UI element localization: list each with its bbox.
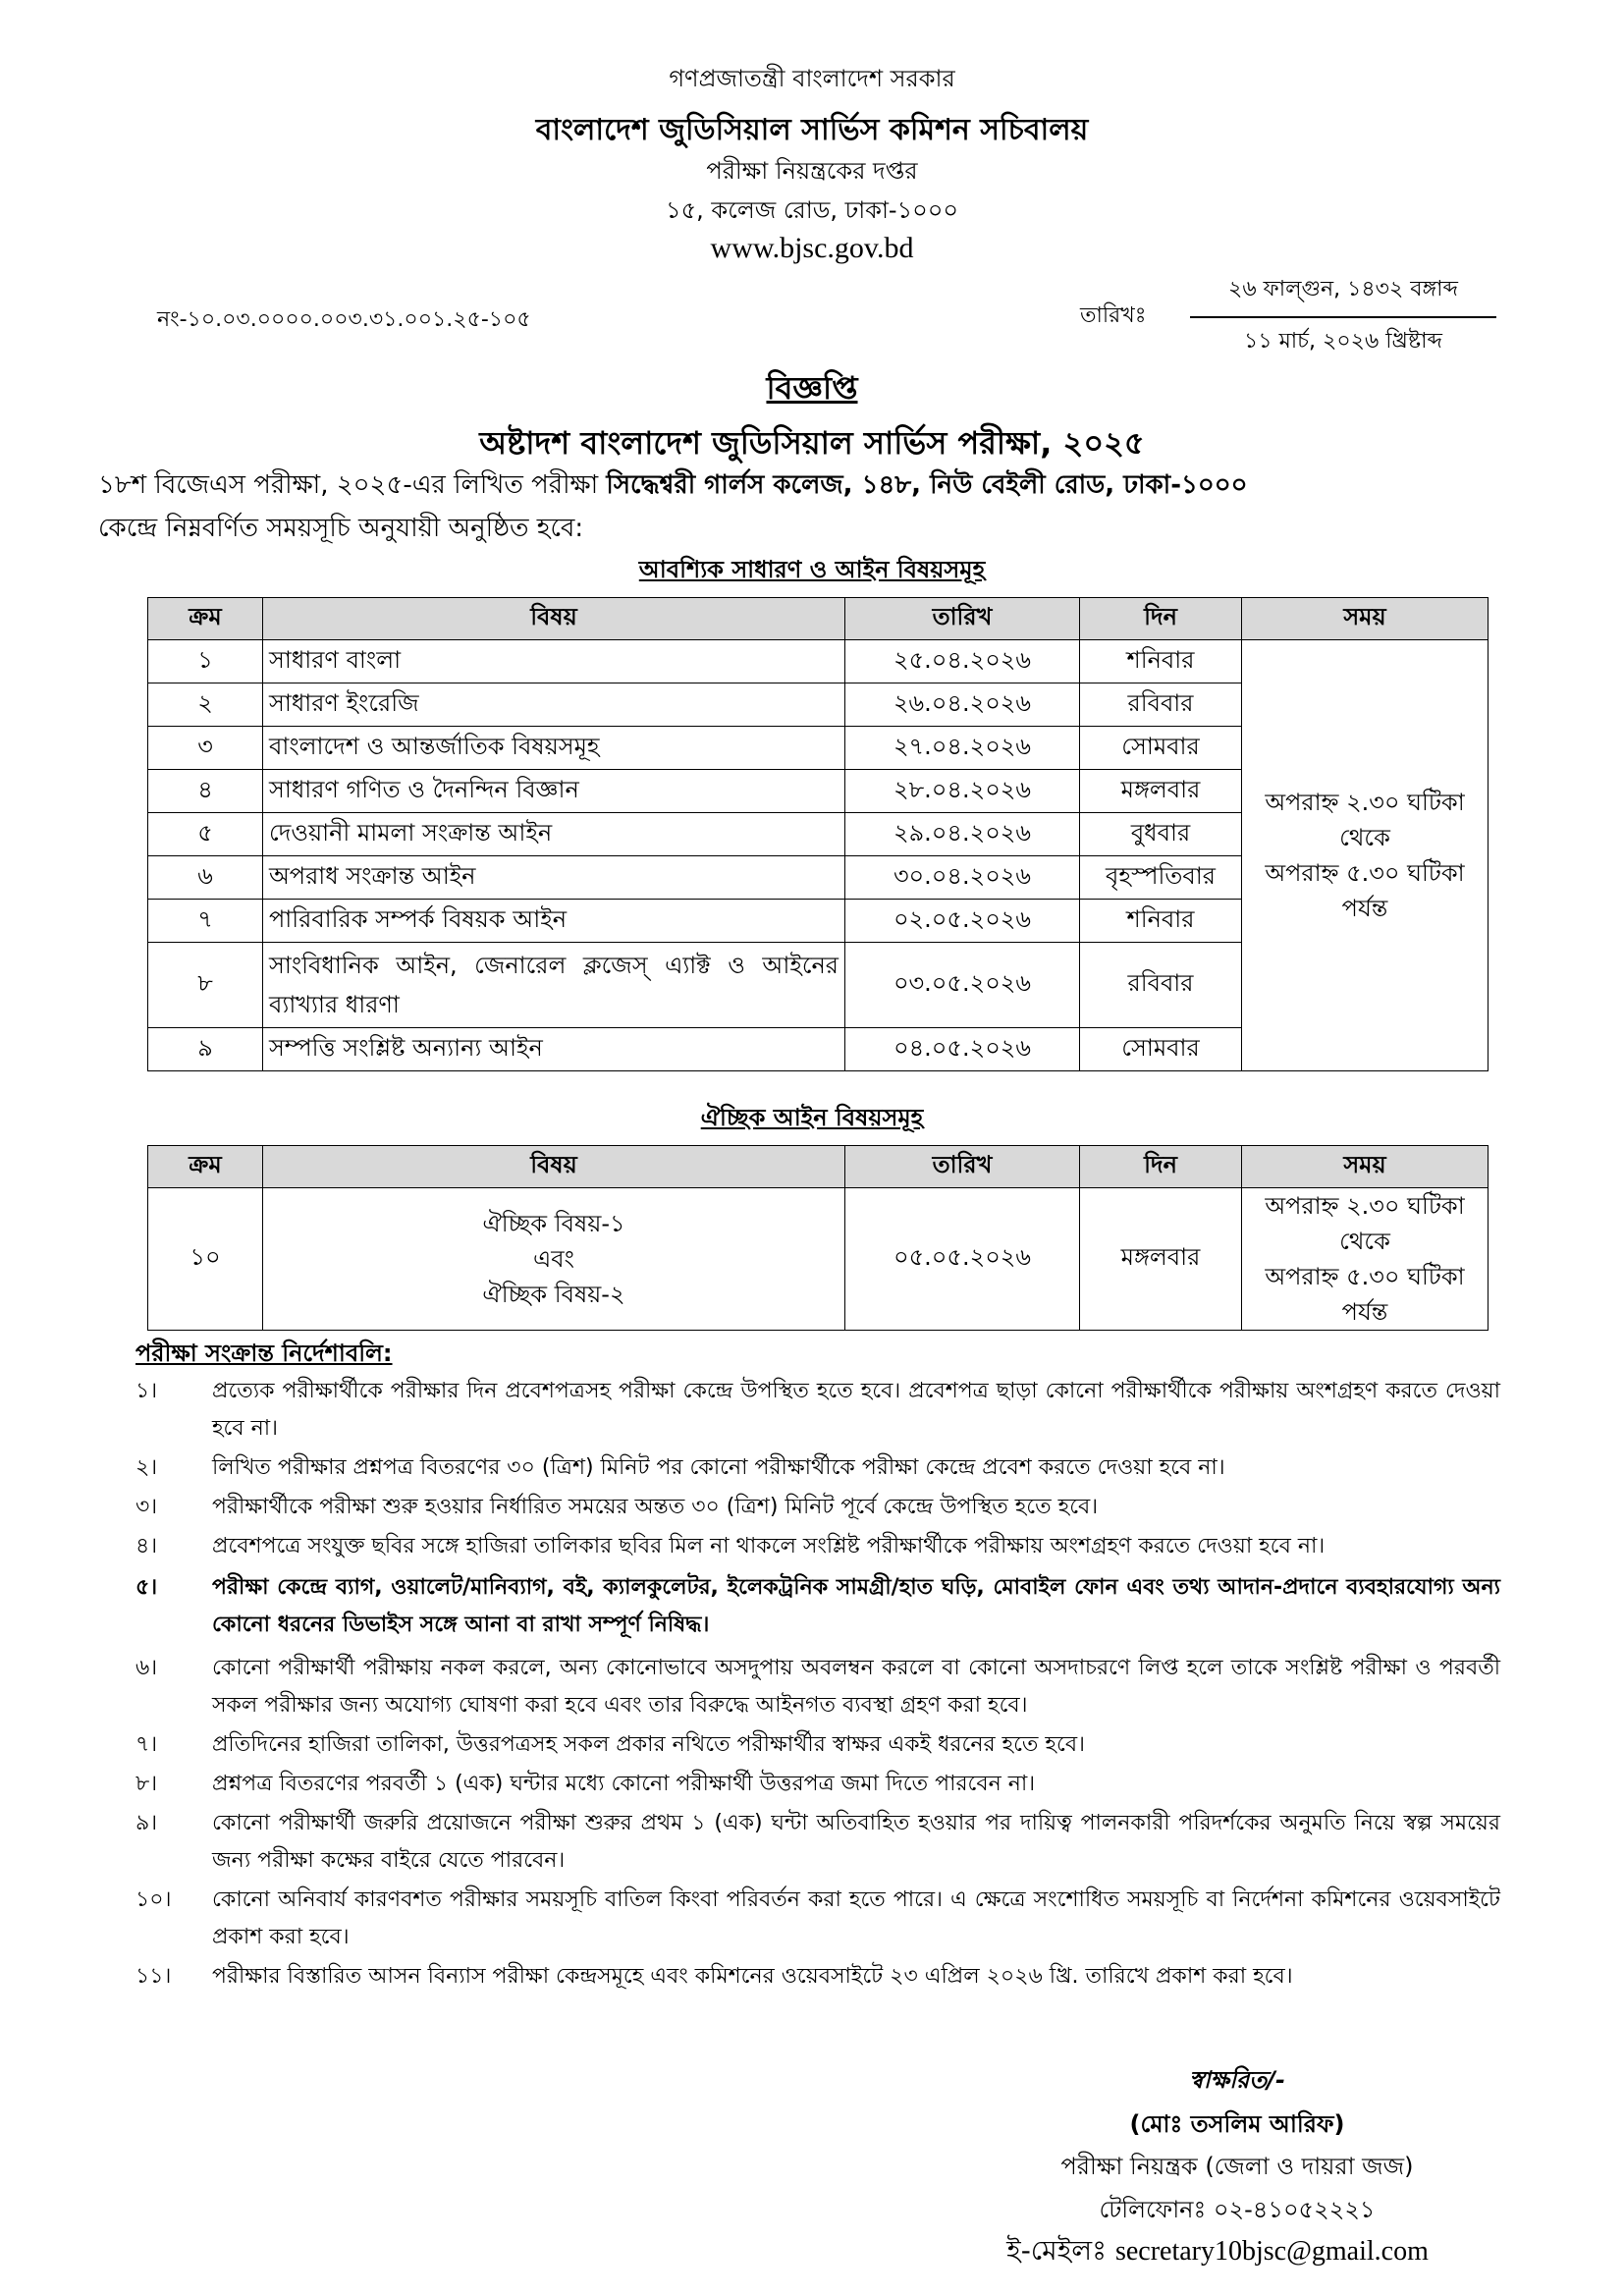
instruction-number: ৭। — [135, 1732, 158, 1757]
office-name: পরীক্ষা নিয়ন্ত্রকের দপ্তর — [706, 157, 918, 185]
website-link[interactable]: www.bjsc.gov.bd — [710, 232, 914, 264]
compulsory-section-title: আবশ্যিক সাধারণ ও আইন বিষয়সমূহ — [638, 556, 986, 583]
date-label: তারিখঃ — [1080, 303, 1147, 328]
day-cell: রবিবার — [1080, 943, 1242, 1028]
table-header-row — [148, 598, 1489, 640]
instruction-number: ৮। — [135, 1772, 158, 1796]
memo-number: নং-১০.০৩.০০০০.০০৩.৩১.০০১.২৫-১০৫ — [157, 307, 531, 332]
day-cell: মঙ্গলবার — [1080, 1188, 1242, 1331]
time-from: থেকে — [1339, 824, 1390, 851]
day-cell: বুধবার — [1080, 813, 1242, 856]
serial-cell: ৪ — [148, 770, 263, 813]
table-row — [148, 1188, 1489, 1331]
optional-subject-and: এবং — [533, 1245, 574, 1273]
date-divider — [1190, 316, 1496, 318]
intro-venue: সিদ্ধেশ্বরী গার্লস কলেজ, ১৪৮, নিউ বেইলী রোড, ঢাকা-১০০০ — [606, 470, 1248, 500]
instruction-number: ৪। — [135, 1534, 158, 1558]
instruction-number: ১০। — [135, 1887, 172, 1912]
instruction-number: ৯। — [135, 1811, 158, 1835]
time-end: অপরাহ্ন ৫.৩০ ঘটিকা পর্যন্ত — [1265, 1263, 1465, 1326]
serial-cell: ২ — [148, 683, 263, 727]
signatory-phone: টেলিফোনঃ ০২-৪১০৫২২২১ — [1099, 2196, 1376, 2223]
instruction-text: লিখিত পরীক্ষার প্রশ্নপত্র বিতরণের ৩০ (ত্রিশ) মিনিট পর কোনো পরীক্ষার্থীকে পরীক্ষা কেন্দ্রে প্রবেশ করতে দেওয়া হবে না। — [212, 1455, 1225, 1480]
serial-cell: ৭ — [148, 900, 263, 943]
optional-subject-1: ঐচ্ছিক বিষয়-১ — [482, 1210, 625, 1237]
instruction-text: কোনো পরীক্ষার্থী জরুরি প্রয়োজনে পরীক্ষা শুরুর প্রথম ১ (এক) ঘন্টা অতিবাহিত হওয়ার পর দায়িত্ব পালনকারী পরিদর্শকের অনুমতি নিয়ে স্বল্প সময়ের জন্য পরীক্ষা কক্ষের বাইরে যেতে পারবেন। — [212, 1811, 1500, 1873]
subject-cell: বাংলাদেশ ও আন্তর্জাতিক বিষয়সমূহ — [263, 727, 845, 770]
government-name: গণপ্রজাতন্ত্রী বাংলাদেশ সরকার — [669, 65, 955, 92]
email-address[interactable]: secretary10bjsc@gmail.com — [1114, 2236, 1429, 2267]
header-day: দিন — [1080, 598, 1242, 640]
subject-cell — [263, 1188, 845, 1331]
date-cell: ০৪.০৫.২০২৬ — [845, 1028, 1080, 1071]
subject-cell: পারিবারিক সম্পর্ক বিষয়ক আইন — [263, 900, 845, 943]
time-start: অপরাহ্ন ২.৩০ ঘটিকা — [1265, 1192, 1465, 1220]
instruction-text: কোনো পরীক্ষার্থী পরীক্ষায় নকল করলে, অন্য কোনোভাবে অসদুপায় অবলম্বন করলে বা কোনো অসদাচরণে লিপ্ত হলে তাকে সংশ্লিষ্ট পরীক্ষা ও পরবর্তী সকল পরীক্ষার জন্য অযোগ্য ঘোষণা করা হবে এবং তার বিরুদ্ধে আইনগত ব্যবস্থা গ্রহণ করা হবে। — [212, 1656, 1500, 1718]
compulsory-schedule-table — [147, 597, 1489, 1071]
date-cell: ০৫.০৫.২০২৬ — [845, 1188, 1080, 1331]
instruction-number: ৩। — [135, 1495, 158, 1519]
instruction-text: পরীক্ষা কেন্দ্রে ব্যাগ, ওয়ালেট/মানিব্যাগ, বই, ক্যালকুলেটর, ইলেকট্রনিক সামগ্রী/হাত ঘড়ি, মোবাইল ফোন এবং তথ্য আদান-প্রদানে ব্যবহারযোগ্য অন্য কোনো ধরনের ডিভাইস সঙ্গে আনা বা রাখা সম্পূর্ণ নিষিদ্ধ। — [212, 1575, 1500, 1637]
time-cell — [1242, 640, 1489, 1071]
serial-cell: ৯ — [148, 1028, 263, 1071]
date-cell: ২৬.০৪.২০২৬ — [845, 683, 1080, 727]
header-time: সময় — [1242, 1146, 1489, 1188]
header-subject: বিষয় — [263, 598, 845, 640]
time-cell — [1242, 1188, 1489, 1331]
time-from: থেকে — [1339, 1228, 1390, 1255]
serial-cell: ৮ — [148, 943, 263, 1028]
optional-section-title: ঐচ্ছিক আইন বিষয়সমূহ — [700, 1104, 924, 1131]
day-cell: সোমবার — [1080, 727, 1242, 770]
date-cell: ০২.০৫.২০২৬ — [845, 900, 1080, 943]
signatory-title: পরীক্ষা নিয়ন্ত্রক (জেলা ও দায়রা জজ) — [1060, 2153, 1414, 2180]
instruction-text: প্রবেশপত্রে সংযুক্ত ছবির সঙ্গে হাজিরা তালিকার ছবির মিল না থাকলে সংশ্লিষ্ট পরীক্ষার্থীকে পরীক্ষায় অংশগ্রহণ করতে দেওয়া হবে না। — [212, 1534, 1326, 1558]
day-cell: বৃহস্পতিবার — [1080, 856, 1242, 900]
date-bangla: ২৬ ফাল্গুন, ১৪৩২ বঙ্গাব্দ — [1228, 277, 1458, 301]
email-label: ই-মেইলঃ — [1006, 2234, 1115, 2267]
instruction-text: কোনো অনিবার্য কারণবশত পরীক্ষার সময়সূচি বাতিল কিংবা পরিবর্তন করা হতে পারে। এ ক্ষেত্রে সংশোধিত সময়সূচি বা নির্দেশনা কমিশনের ওয়েবসাইটে প্রকাশ করা হবে। — [212, 1887, 1500, 1949]
subject-cell: সাধারণ ইংরেজি — [263, 683, 845, 727]
instruction-text: পরীক্ষার্থীকে পরীক্ষা শুরু হওয়ার নির্ধারিত সময়ের অন্তত ৩০ (ত্রিশ) মিনিট পূর্বে কেন্দ্রে উপস্থিত হতে হবে। — [212, 1495, 1099, 1519]
day-cell: মঙ্গলবার — [1080, 770, 1242, 813]
date-cell: ২৫.০৪.২০২৬ — [845, 640, 1080, 683]
serial-cell: ৫ — [148, 813, 263, 856]
table-header-row — [148, 1146, 1489, 1188]
date-cell: ২৮.০৪.২০২৬ — [845, 770, 1080, 813]
date-cell: ২৯.০৪.২০২৬ — [845, 813, 1080, 856]
signature-mark: স্বাক্ষরিত/- — [1189, 2066, 1285, 2094]
subject-cell: সাধারণ বাংলা — [263, 640, 845, 683]
instruction-text: প্রত্যেক পরীক্ষার্থীকে পরীক্ষার দিন প্রবেশপত্রসহ পরীক্ষা কেন্দ্রে উপস্থিত হতে হবে। প্রবেশপত্র ছাড়া কোনো পরীক্ষার্থীকে পরীক্ষায় অংশগ্রহণ করতে দেওয়া হবে না। — [212, 1379, 1500, 1441]
date-cell: ২৭.০৪.২০২৬ — [845, 727, 1080, 770]
intro-paragraph — [98, 464, 1532, 550]
header-date: তারিখ — [845, 1146, 1080, 1188]
day-cell: সোমবার — [1080, 1028, 1242, 1071]
date-gregorian: ১১ মার্চ, ২০২৬ খ্রিষ্টাব্দ — [1244, 329, 1442, 354]
instruction-text: প্রতিদিনের হাজিরা তালিকা, উত্তরপত্রসহ সকল প্রকার নথিতে পরীক্ষার্থীর স্বাক্ষর একই ধরনের হতে হবে। — [212, 1732, 1085, 1757]
subject-cell: অপরাধ সংক্রান্ত আইন — [263, 856, 845, 900]
instruction-number: ১। — [135, 1379, 158, 1403]
header-day: দিন — [1080, 1146, 1242, 1188]
intro-text: ১৮শ বিজেএস পরীক্ষা, ২০২৫-এর লিখিত পরীক্ষা — [98, 470, 607, 500]
signatory-name: (মোঃ তসলিম আরিফ) — [1129, 2110, 1345, 2138]
intro-text-continued: কেন্দ্রে নিম্নবর্ণিত সময়সূচি অনুযায়ী অনুষ্ঠিত হবে: — [98, 514, 584, 543]
notice-title-text: বিজ্ঞপ্তি — [766, 369, 858, 407]
time-start: অপরাহ্ন ২.৩০ ঘটিকা — [1265, 789, 1465, 816]
header-date: তারিখ — [845, 598, 1080, 640]
subject-cell: সম্পত্তি সংশ্লিষ্ট অন্যান্য আইন — [263, 1028, 845, 1071]
serial-cell: ৩ — [148, 727, 263, 770]
optional-schedule-table — [147, 1145, 1489, 1331]
instruction-number: ১১। — [135, 1964, 172, 1989]
instruction-text: প্রশ্নপত্র বিতরণের পরবর্তী ১ (এক) ঘন্টার মধ্যে কোনো পরীক্ষার্থী উত্তরপত্র জমা দিতে পারবেন না। — [212, 1772, 1036, 1796]
subject-cell: সাধারণ গণিত ও দৈনন্দিন বিজ্ঞান — [263, 770, 845, 813]
subject-cell: সাংবিধানিক আইন, জেনারেল ক্লজেস্ এ্যাক্ট ও আইনের ব্যাখ্যার ধারণা — [263, 943, 845, 1028]
date-cell: ৩০.০৪.২০২৬ — [845, 856, 1080, 900]
notice-title — [0, 363, 1624, 416]
organization-name: বাংলাদেশ জুডিসিয়াল সার্ভিস কমিশন সচিবালয় — [535, 113, 1089, 147]
day-cell: শনিবার — [1080, 900, 1242, 943]
instruction-number: ৬। — [135, 1656, 158, 1680]
office-address: ১৫, কলেজ রোড, ঢাকা-১০০০ — [666, 196, 958, 224]
header-time: সময় — [1242, 598, 1489, 640]
header-serial: ক্রম — [148, 1146, 263, 1188]
date-cell: ০৩.০৫.২০২৬ — [845, 943, 1080, 1028]
optional-subject-2: ঐচ্ছিক বিষয়-২ — [482, 1281, 625, 1308]
instruction-number: ৫। — [135, 1575, 158, 1600]
day-cell: শনিবার — [1080, 640, 1242, 683]
serial-cell: ১০ — [148, 1188, 263, 1331]
instruction-number: ২। — [135, 1455, 158, 1480]
table-row — [148, 640, 1489, 683]
header-serial: ক্রম — [148, 598, 263, 640]
subject-cell: দেওয়ানী মামলা সংক্রান্ত আইন — [263, 813, 845, 856]
instructions-title: পরীক্ষা সংক্রান্ত নির্দেশাবলি: — [135, 1339, 393, 1367]
header-subject: বিষয় — [263, 1146, 845, 1188]
instruction-text: পরীক্ষার বিস্তারিত আসন বিন্যাস পরীক্ষা কেন্দ্রসমূহে এবং কমিশনের ওয়েবসাইটে ২৩ এপ্রিল ২০২৬ খ্রি. তারিখে প্রকাশ করা হবে। — [212, 1964, 1293, 1989]
exam-title: অষ্টাদশ বাংলাদেশ জুডিসিয়াল সার্ভিস পরীক্ষা, ২০২৫ — [479, 424, 1145, 462]
serial-cell: ১ — [148, 640, 263, 683]
signatory-email — [943, 2229, 1492, 2275]
day-cell: রবিবার — [1080, 683, 1242, 727]
serial-cell: ৬ — [148, 856, 263, 900]
time-end: অপরাহ্ন ৫.৩০ ঘটিকা পর্যন্ত — [1265, 859, 1465, 922]
